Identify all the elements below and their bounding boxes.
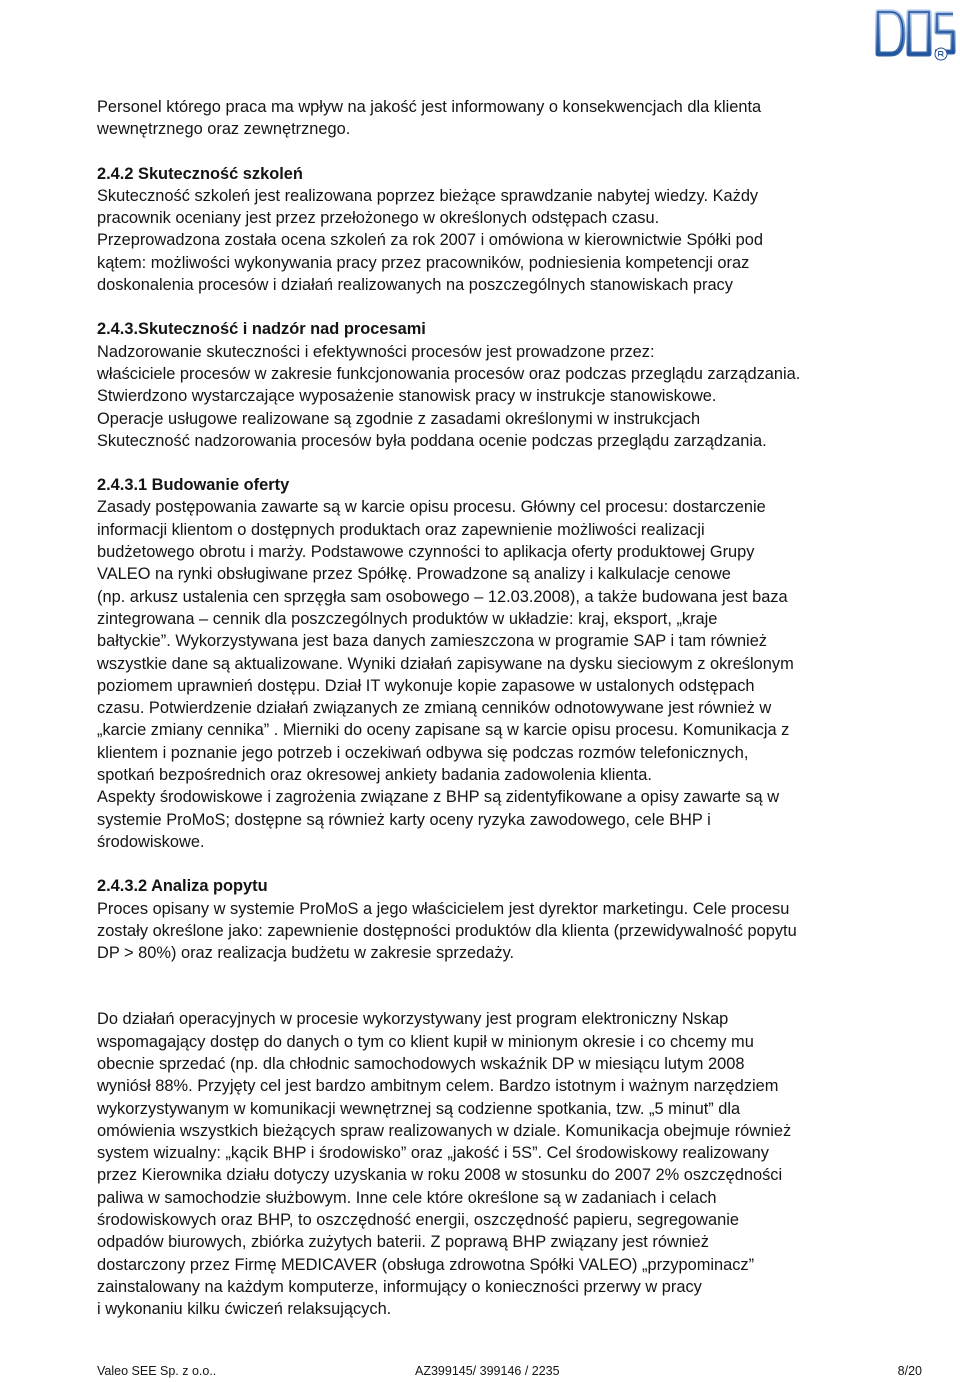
text-line: środowiskowych oraz BHP, to oszczędność energii, oszczędność papieru, segregowanie (97, 1211, 740, 1230)
text-line: kątem: możliwości wykonywania pracy przez pracowników, podniesienia kompetencji oraz (97, 253, 750, 272)
paragraph-training-effectiveness (97, 185, 927, 296)
text-line: Nadzorowanie skuteczności i efektywności procesów jest prowadzone przez: (97, 342, 655, 361)
text-line: spotkań bezpośrednich oraz okresowej ankiety badania zadowolenia klienta. (97, 766, 652, 785)
text-line: zostały określone jako: zapewnienie dostępności produktów dla klienta (przewidywalność popytu (97, 921, 797, 940)
paragraph-operational-activities (97, 1008, 927, 1320)
text-line: omówienia wszystkich bieżących spraw realizowanych w dziale. Komunikacja obejmuje również (97, 1121, 792, 1140)
heading-demand-analysis: 2.4.3.2 Analiza popytu (97, 877, 268, 896)
paragraph-personnel-intro (97, 96, 927, 141)
text-line: DP > 80%) oraz realizacja budżetu w zakresie sprzedaży. (97, 944, 515, 963)
text-line: wykorzystywanym w komunikacji wewnętrznej są codzienne spotkania, tzw. „5 minut” dla (97, 1099, 741, 1118)
text-line: zintegrowana – cennik dla poszczególnych produktów w układzie: kraj, eksport, „kraje (97, 609, 718, 628)
heading-training-effectiveness: 2.4.2 Skuteczność szkoleń (97, 164, 303, 183)
text-line: poziomem uprawnień dostępu. Dział IT wykonuje kopie zapasowe w ustalonych odstępach (97, 676, 755, 695)
text-line: Personel którego praca ma wpływ na jakość jest informowany o konsekwencjach dla klienta (97, 98, 762, 116)
document-body (97, 96, 927, 1321)
text-line: Skuteczność nadzorowania procesów była poddana ocenie podczas przeglądu zarządzania. (97, 431, 767, 450)
text-line: Aspekty środowiskowe i zagrożenia związane z BHP są zidentyfikowane a opisy zawarte są w (97, 788, 780, 807)
text-line: wszystkie dane są aktualizowane. Wyniki działań zapisywane na dysku sieciowym z określonym (97, 654, 794, 673)
footer-company: Valeo SEE Sp. z o.o.. (97, 1364, 217, 1378)
text-line: klientem i poznanie jego potrzeb i oczekiwań odbywa się podczas rozmów telefonicznych, (97, 743, 749, 762)
heading-building-offer: 2.4.3.1 Budowanie oferty (97, 476, 290, 495)
text-line: system wizualny: „kącik BHP i środowisko” oraz „jakość i 5S”. Cel środowiskowy realizowany (97, 1144, 769, 1163)
text-line: Operacje usługowe realizowane są zgodnie z zasadami określonymi w instrukcjach (97, 409, 701, 428)
text-line: wyniósł 88%. Przyjęty cel jest bardzo ambitnym celem. Bardzo istotnym i ważnym narzędziem (97, 1077, 779, 1096)
text-line: paliwa w samochodzie służbowym. Inne cele które określone są w zadaniach i celach (97, 1188, 717, 1207)
text-line: zainstalowany na każdym komputerze, informujący o konieczności przerwy w pracy (97, 1277, 702, 1296)
text-line: Stwierdzono wystarczające wyposażenie stanowisk pracy w instrukcje stanowiskowe. (97, 387, 717, 406)
text-line: Zasady postępowania zawarte są w karcie opisu procesu. Główny cel procesu: dostarczenie (97, 498, 766, 517)
paragraph-process-supervision (97, 341, 927, 452)
text-line: wewnętrznego oraz zewnętrznego. (97, 120, 351, 139)
dqs-logo (873, 4, 957, 64)
paragraph-demand-analysis (97, 898, 927, 965)
footer-document-id: AZ399145/ 399146 / 2235 (415, 1364, 560, 1378)
text-line: Do działań operacyjnych w procesie wykorzystywany jest program elektroniczny Nskap (97, 1010, 729, 1029)
text-line: pracownik oceniany jest przez przełożonego w określonych odstępach czasu. (97, 209, 660, 228)
text-line: wspomagający dostęp do danych o tym co klient kupił w minionym okresie i co chcemy mu (97, 1032, 754, 1051)
text-line: VALEO na rynki obsługiwane przez Spółkę. Prowadzone są analizy i kalkulacje cenowe (97, 565, 731, 584)
text-line: obecnie sprzedać (np. dla chłodnic samochodowych wskaźnik DP w miesiącu lutym 2008 (97, 1054, 745, 1073)
text-line: (np. arkusz ustalenia cen sprzęgła sam osobowego – 12.03.2008), a także budowana jest baza (97, 587, 788, 606)
text-line: Proces opisany w systemie ProMoS a jego właścicielem jest dyrektor marketingu. Cele procesu (97, 899, 790, 918)
text-line: informacji klientom o dostępnych produktach oraz zapewnienie możliwości realizacji (97, 520, 705, 539)
text-line: przez Kierownika działu dotyczy uzyskania w roku 2008 w stosunku do 2007 2% oszczędności (97, 1166, 783, 1185)
footer-page-number: 8/20 (897, 1364, 922, 1378)
text-line: bałtyckie”. Wykorzystywana jest baza danych zamieszczona w programie SAP i tam również (97, 632, 768, 651)
text-line: „karcie zmiany cennika” . Mierniki do oceny zapisane są w karcie opisu procesu. Komunikacja z (97, 721, 790, 740)
text-line: czasu. Potwierdzenie działań związanych ze zmianą cenników odnotowywane jest również w (97, 699, 772, 718)
heading-process-supervision: 2.4.3.Skuteczność i nadzór nad procesami (97, 320, 426, 339)
text-line: doskonalenia procesów i działań realizowanych na poszczególnych stanowiskach pracy (97, 276, 733, 295)
text-line: systemie ProMoS; dostępne są również karty oceny ryzyka zawodowego, cele BHP i (97, 810, 711, 829)
text-line: właściciele procesów w zakresie funkcjonowania procesów oraz podczas przeglądu zarządzania. (97, 364, 801, 383)
text-line: środowiskowe. (97, 832, 205, 851)
text-line: i wykonaniu kilku ćwiczeń relaksujących. (97, 1300, 392, 1319)
text-line: budżetowego obrotu i marży. Podstawowe czynności to aplikacja oferty produktowej Grupy (97, 543, 755, 562)
text-line: Skuteczność szkoleń jest realizowana poprzez bieżące sprawdzanie nabytej wiedzy. Każdy (97, 186, 759, 205)
text-line: dostarczony przez Firmę MEDICAVER (obsługa zdrowotna Spółki VALEO) „przypominacz” (97, 1255, 755, 1274)
text-line: odpadów biurowych, zbiórka zużytych baterii. Z poprawą BHP związany jest również (97, 1233, 709, 1252)
text-line: Przeprowadzona została ocena szkoleń za rok 2007 i omówiona w kierownictwie Spółki pod (97, 231, 763, 250)
paragraph-building-offer (97, 496, 927, 853)
